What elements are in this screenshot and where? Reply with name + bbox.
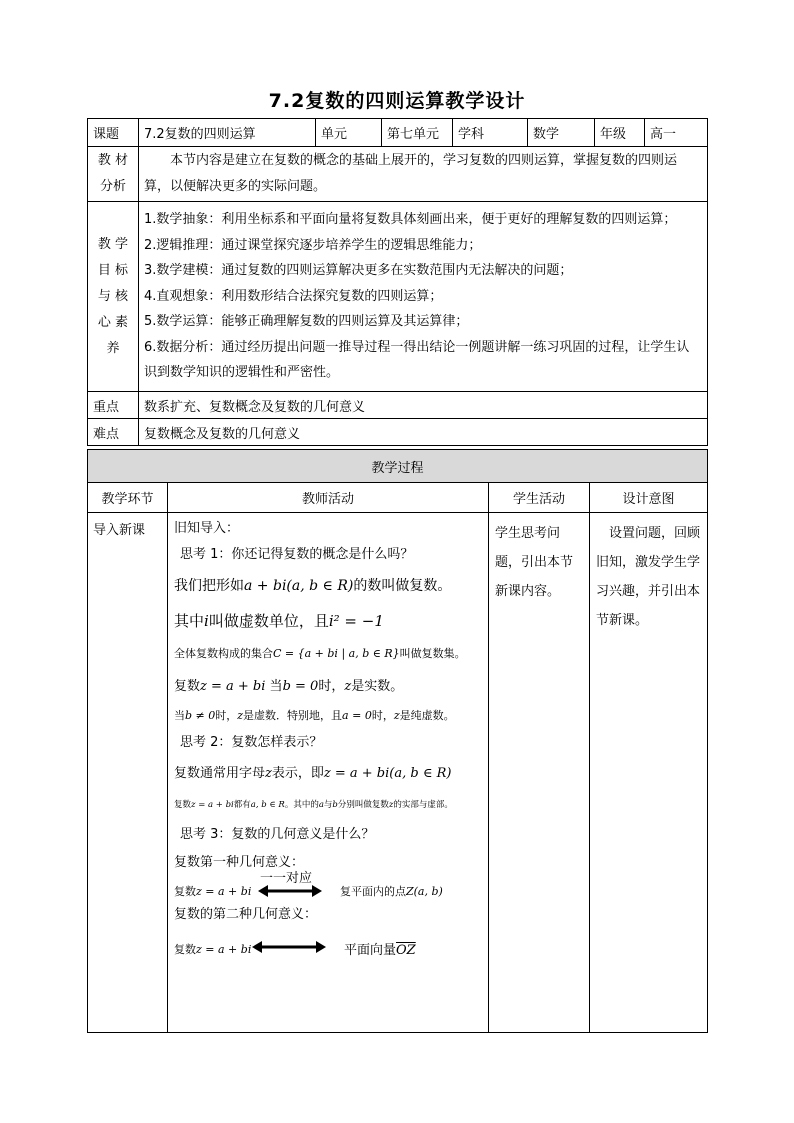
real-number-line: 复数z = a + bi 当b = 0时，z是实数。 (174, 679, 404, 694)
analysis-text: 本节内容是建立在复数的概念的基础上展开的，学习复数的四则运算，掌握复数的四则运算，以便解决更多的实际问题。 (139, 147, 708, 202)
subject-value: 数学 (528, 119, 595, 147)
analysis-row (88, 147, 708, 202)
student-activity-cell: 学生思考问题，引出本节新课内容。 (489, 513, 590, 1033)
document-title: 7.2复数的四则运算教学设计 (268, 90, 526, 112)
goal-item: 2.逻辑推理：通过课堂探究逐步培养学生的逻辑思维能力； (144, 237, 482, 253)
goals-list (139, 202, 708, 392)
stage-cell: 导入新课 (88, 513, 168, 1033)
lesson-info-table (87, 118, 708, 446)
goal-item: 3.数学建模：通过复数的四则运算解决更多在实数范围内无法解决的问题； (144, 263, 573, 279)
header-stage: 教学环节 (88, 483, 168, 513)
question-1: 思考 1：你还记得复数的概念是什么吗？ (180, 547, 414, 562)
grade-label: 年级 (595, 119, 645, 147)
difficult-point-row (88, 419, 708, 446)
real-imag-parts-line: 复数z = a + bi都有a, b ∈ R。其中的a与b分别叫做复数z的实部与虚部。 (174, 800, 453, 810)
geo1-right: 复平面内的点Z(a, b) (340, 885, 443, 898)
process-title-row (88, 450, 708, 483)
key-point-text: 数系扩充、复数概念及复数的几何意义 (139, 392, 708, 419)
course-label: 课题 (88, 119, 139, 147)
one-to-one-label: 一一对应 (260, 871, 313, 886)
process-section-title: 教学过程 (88, 450, 708, 483)
definition-line: 我们把形如a + bi(a, b ∈ R)的数叫做复数。 (174, 578, 452, 594)
subject-label: 学科 (453, 119, 528, 147)
teaching-process-table (87, 449, 708, 1033)
intro-label: 旧知导入： (174, 521, 240, 536)
imaginary-unit-line: 其中i叫做虚数单位，且i² = −1 (174, 612, 384, 630)
analysis-label: 教 材 分析 (88, 147, 139, 202)
grade-value: 高一 (645, 119, 708, 147)
header-intent: 设计意图 (590, 483, 708, 513)
teacher-activity-cell (168, 513, 489, 1033)
unit-value: 第七单元 (382, 119, 453, 147)
geo2-left: 复数z = a + bi (174, 943, 252, 956)
geo2-right: 平面向量$\overline{OZ}$ (344, 943, 416, 958)
goal-item: 4.直观想象：利用数形结合法探究复数的四则运算； (144, 288, 443, 304)
info-row (88, 119, 708, 147)
geometric-meaning-2-diagram (174, 931, 482, 965)
process-row-intro (88, 513, 708, 1033)
double-arrow-icon (252, 939, 326, 955)
representation-line: 复数通常用字母z表示，即z = a + bi(a, b ∈ R) (174, 766, 452, 781)
difficult-point-text: 复数概念及复数的几何意义 (139, 419, 708, 446)
goal-item: 6.数据分析：通过经历提出问题一推导过程一得出结论一例题讲解一练习巩固的过程，让学生认识到数学知识的逻辑性和严密性。 (144, 339, 690, 381)
goal-item: 5.数学运算：能够正确理解复数的四则运算及其运算律； (144, 314, 469, 330)
goals-row (88, 202, 708, 392)
header-student: 学生活动 (489, 483, 590, 513)
goal-item: 1.数学抽象：利用坐标系和平面向量将复数具体刻画出来，便于更好的理解复数的四则运算； (144, 212, 677, 228)
difficult-point-label: 难点 (88, 419, 139, 446)
geometric-meaning-1-diagram (174, 873, 482, 903)
complex-set-line: 全体复数构成的集合C = {a + bi | a, b ∈ R}叫做复数集。 (174, 647, 466, 660)
course-value: 7.2复数的四则运算 (139, 119, 316, 147)
imaginary-number-line: 当b ≠ 0时，z是虚数．特别地，且a = 0时，z是纯虚数。 (174, 709, 455, 722)
question-2: 思考 2：复数怎样表示？ (180, 735, 323, 750)
geometric-meaning-1-title: 复数第一种几何意义： (174, 855, 305, 870)
question-3: 思考 3：复数的几何意义是什么？ (180, 827, 375, 842)
key-point-label: 重点 (88, 392, 139, 419)
double-arrow-icon (258, 883, 322, 899)
goals-label: 教 学 目 标 与 核 心 素 养 (88, 202, 139, 392)
header-teacher: 教师活动 (168, 483, 489, 513)
geometric-meaning-2-title: 复数的第二种几何意义： (174, 907, 318, 922)
design-intent-cell: 设置问题，回顾旧知，激发学生学习兴趣，并引出本节新课。 (590, 513, 708, 1033)
key-point-row (88, 392, 708, 419)
process-header-row (88, 483, 708, 513)
unit-label: 单元 (316, 119, 382, 147)
geo1-left: 复数z = a + bi (174, 885, 252, 898)
